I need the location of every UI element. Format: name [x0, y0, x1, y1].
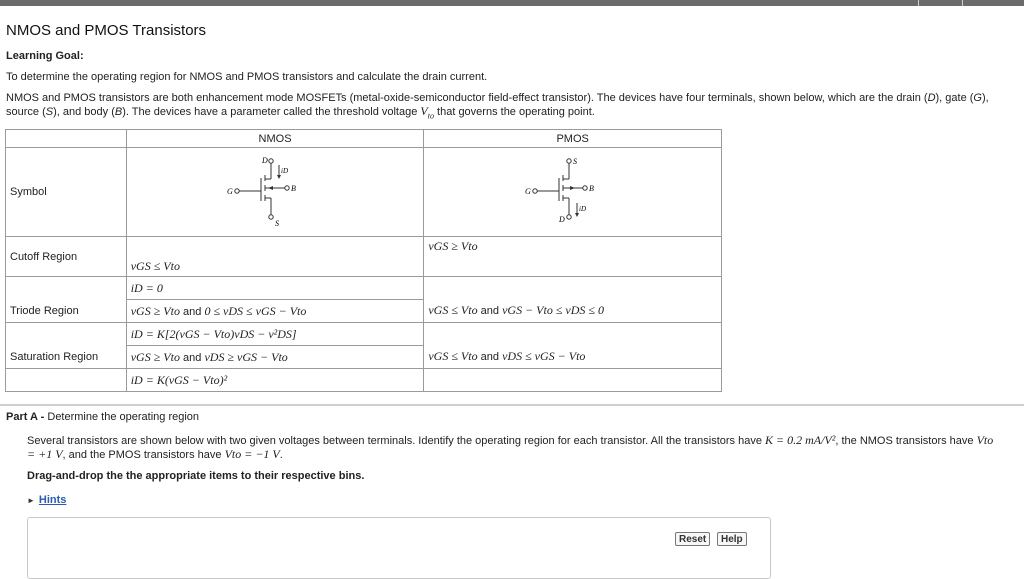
nmos-triode-cond-a: vGS ≥ Vto	[130, 303, 180, 318]
intro-paragraph: NMOS and PMOS transistors are both enhancement mode MOSFETs (metal-oxide-semiconductor field-effect transistor). The devices have four terminals, shown below, which are the drain (D), gate (G), source (S), and body (B). The devices have a parameter called the threshold voltage $V_{to}$ that governs the operating point.	[6, 92, 989, 121]
nmos-cutoff-current-cell	[126, 277, 424, 300]
nmos-cutoff-current: iD = 0	[130, 280, 163, 295]
nmos-triode-current: iD = K[2(vGS − Vto)vDS − v²DS]	[130, 326, 297, 341]
transistor-region-table	[5, 129, 722, 392]
nmos-sat-cond-b: vDS ≥ vGS − Vto	[204, 349, 288, 364]
pmos-sat-cond-b: vDS ≤ vGS − Vto	[502, 349, 586, 364]
nmos-symbol-icon	[215, 151, 335, 231]
nmos-label-s: S	[275, 218, 280, 228]
pmos-vto-value: Vto = −1 V	[224, 447, 280, 461]
pmos-sat-and: and	[480, 351, 500, 364]
nmos-cutoff-condition: vGS ≤ Vto	[130, 259, 180, 273]
pmos-blank-cell	[424, 323, 722, 346]
k-value: K = 0.2 mA/V²	[765, 433, 836, 447]
hints-toggle[interactable]	[27, 494, 66, 506]
top-bar-divider	[918, 0, 919, 6]
pmos-triode-condition-cell	[424, 300, 722, 323]
section-divider	[0, 404, 1024, 406]
reset-button[interactable]: Reset	[675, 532, 710, 546]
pmos-triode-and: and	[480, 305, 500, 318]
learning-goal-text: To determine the operating region for NMOS and PMOS transistors and calculate the drain current.	[6, 71, 488, 83]
header-blank	[6, 130, 127, 148]
nmos-triode-current-cell	[126, 323, 424, 346]
pmos-label-d: D	[558, 214, 565, 224]
nmos-vto-value: Vto = +1 V	[27, 433, 994, 461]
pmos-saturation-condition-cell	[424, 346, 722, 369]
nmos-label-g: G	[227, 186, 233, 196]
pmos-label-id: iD	[578, 204, 586, 213]
hints-link[interactable]: Hints	[38, 494, 67, 506]
nmos-cutoff-cell	[126, 237, 424, 277]
nmos-sat-and: and	[183, 351, 202, 364]
nmos-triode-and: and	[183, 305, 202, 318]
header-nmos: NMOS	[126, 130, 424, 148]
drag-drop-instruction: Drag-and-drop the the appropriate items to their respective bins.	[27, 470, 365, 482]
row-label-cutoff: Cutoff Region	[6, 237, 127, 277]
nmos-label-d: D	[262, 155, 268, 165]
help-button[interactable]: Help	[717, 532, 747, 546]
nmos-symbol-cell	[126, 148, 424, 237]
row-label-saturation: Saturation Region	[6, 346, 127, 369]
pmos-symbol-cell	[424, 148, 722, 237]
top-bar-divider	[962, 0, 963, 6]
nmos-saturation-condition-cell	[126, 346, 424, 369]
pmos-triode-cond-a: vGS ≤ Vto	[428, 303, 478, 318]
row-label-blank	[6, 323, 127, 346]
part-a-heading: Part A - Determine the operating region	[6, 411, 200, 423]
nmos-saturation-current-cell	[126, 369, 424, 392]
pmos-label-b: B	[588, 183, 594, 193]
pmos-cutoff-cell	[424, 237, 722, 277]
drag-drop-panel	[27, 517, 771, 579]
nmos-label-b: B	[291, 183, 296, 193]
pmos-blank-cell	[424, 277, 722, 300]
row-label-triode: Triode Region	[6, 300, 127, 323]
pmos-label-s: S	[572, 156, 577, 166]
nmos-triode-condition-cell	[126, 300, 424, 323]
top-bar	[0, 0, 1024, 6]
nmos-label-id: iD	[281, 166, 289, 175]
nmos-triode-cond-b: 0 ≤ vDS ≤ vGS − Vto	[204, 303, 307, 318]
row-label-symbol: Symbol	[6, 148, 127, 237]
row-label-blank	[6, 369, 127, 392]
pmos-sat-cond-a: vGS ≤ Vto	[428, 349, 478, 364]
header-pmos: PMOS	[424, 130, 722, 148]
pmos-triode-cond-b: vGS − Vto ≤ vDS ≤ 0	[502, 303, 604, 318]
page-title: NMOS and PMOS Transistors	[6, 22, 207, 39]
learning-goal-heading: Learning Goal:	[6, 50, 84, 62]
pmos-symbol-icon	[513, 151, 633, 231]
caret-right-icon: ►	[27, 496, 35, 505]
nmos-saturation-current: iD = K(vGS − Vto)²	[130, 372, 228, 387]
pmos-label-g: G	[524, 186, 531, 196]
pmos-blank-cell	[424, 369, 722, 392]
part-a-description: Several transistors are shown below with two given voltages between terminals. Identify the operating region for each transistor. All the transistors have K = 0.2 mA/V², the NMOS transistors have Vto = +1 V, and the PMOS transistors have Vto = −1 V.	[27, 433, 994, 461]
pmos-cutoff-condition: vGS ≥ Vto	[428, 239, 478, 253]
threshold-voltage-symbol: $V_{to}$	[420, 104, 434, 121]
row-label-blank	[6, 277, 127, 300]
nmos-sat-cond-a: vGS ≥ Vto	[130, 349, 180, 364]
